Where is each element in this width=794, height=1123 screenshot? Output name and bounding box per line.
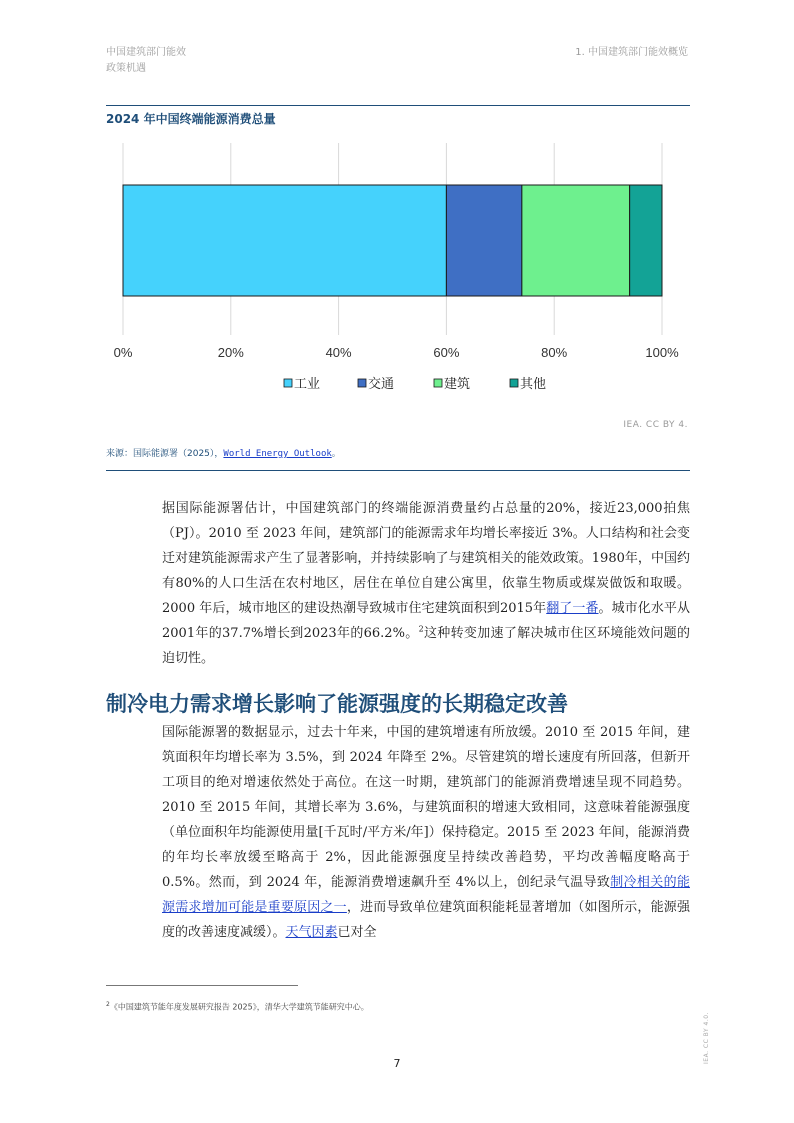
p2-text-2: ，进而导致单位建筑面积能耗显著增加（如图所示，能源强度的改善速度减缓）。 <box>162 900 690 940</box>
footnote-text: 《中国建筑节能年度发展研究报告 2025》，清华大学建筑节能研究中心。 <box>109 1002 369 1012</box>
bar-segment-工业 <box>123 185 446 296</box>
header-title-line2: 政策机遇 <box>106 63 146 74</box>
figure-title: 2024 年中国终端能源消费总量 <box>106 112 276 126</box>
chart-x-ticks <box>114 345 679 360</box>
header-left <box>106 45 186 77</box>
chart-legend <box>284 376 546 392</box>
footnote-ref-2[interactable]: 2 <box>418 624 424 634</box>
header-section: 1. 中国建筑部门能效概览 <box>575 47 688 58</box>
p1-text-2: 。城市化水平从2001年的37.7%增长到2023年的66.2%。 <box>162 601 690 641</box>
side-license: IEA. CC BY 4.0. <box>703 1012 710 1064</box>
bar-segment-交通 <box>446 185 521 296</box>
link-doubled[interactable]: 翻了一番 <box>546 601 599 616</box>
header-title-line1: 中国建筑部门能效 <box>106 47 186 58</box>
legend-swatch <box>510 379 518 387</box>
legend-swatch <box>358 379 366 387</box>
page-number: 7 <box>393 1057 401 1070</box>
link-cooling-demand[interactable]: 制冷相关的能源需求增加可能是重要原因之一 <box>162 875 690 915</box>
legend-label: 交通 <box>368 377 395 392</box>
x-tick-label: 100% <box>645 345 679 360</box>
x-tick-label: 60% <box>433 345 460 360</box>
source-suffix: 。 <box>331 449 341 459</box>
footnote <box>106 1001 369 1013</box>
x-tick-label: 40% <box>325 345 352 360</box>
p2-text-1: 国际能源署的数据显示，过去十年来，中国的建筑增速有所放缓。2010 至 2015 年间，建筑面积年均增长率为 3.5%，到 2024 年降至 2%。尽管建筑的增长速度有所回落，但新开工项目的绝对增速依然处于高位。在这一时期，建筑部门的能源消费增速呈现不同趋势。2010 至 2015 年间，其增长率为 3.6%，与建筑面积的增速大致相同，这意味着能源强度（单位面积年均能源使用量[千瓦时/平方米/年]）保持稳定。2015 至 2023 年间，能源消费的年均长率放缓至略高于 2%，因此能源强度呈持续改善趋势，平均改善幅度略高于 0.5%。然而，到 2024 年，能源消费增速飙升至 4%以上，创纪录气温导致 <box>162 725 690 890</box>
section-heading: 制冷电力需求增长影响了能源强度的长期稳定改善 <box>106 692 568 716</box>
legend-label: 其他 <box>520 377 547 392</box>
body-paragraph-1 <box>162 496 690 671</box>
p1-text-1: 据国际能源署估计，中国建筑部门的终端能源消费量约占总量的20%，接近23,000拍焦（PJ）。2010 至 2023 年间，建筑部门的能源需求年均增长率接近 3%。人口结构和社会变迁对建筑能源需求产生了显著影响，并持续影响了与建筑相关的能效政策。1980年，中国约有80%的人口生活在农村地区，居住在单位自建公寓里，依靠生物质或煤炭做饭和取暖。2000 年后，城市地区的建设热潮导致城市住宅建筑面积到2015年 <box>162 501 690 616</box>
figure-credit: IEA. CC BY 4. <box>623 420 688 430</box>
footnote-divider <box>106 985 298 986</box>
figure-top-rule <box>106 105 690 106</box>
footnote-marker: 2 <box>106 1001 110 1008</box>
source-prefix: 来源：国际能源署（2025）， <box>106 449 224 459</box>
bar-segment-其他 <box>630 185 662 296</box>
body-paragraph-2 <box>162 720 690 945</box>
figure-source <box>106 446 341 459</box>
x-tick-label: 0% <box>113 345 133 360</box>
x-tick-label: 20% <box>217 345 244 360</box>
p1-text-3: 这种转变加速了解决城市住区环境能效问题的迫切性。 <box>162 626 690 666</box>
bar-segment-建筑 <box>522 185 630 296</box>
p2-text-3: 已对全 <box>337 925 377 940</box>
figure-bottom-rule <box>106 470 690 471</box>
link-weather-factors[interactable]: 天气因素 <box>285 925 338 940</box>
legend-swatch <box>434 379 442 387</box>
legend-label: 建筑 <box>444 377 471 392</box>
legend-label: 工业 <box>294 377 321 392</box>
stacked-bar-chart <box>106 135 690 403</box>
chart-bars <box>123 185 662 296</box>
x-tick-label: 80% <box>541 345 568 360</box>
source-link-world-energy-outlook[interactable]: World Energy Outlook <box>223 449 332 459</box>
legend-swatch <box>284 379 292 387</box>
